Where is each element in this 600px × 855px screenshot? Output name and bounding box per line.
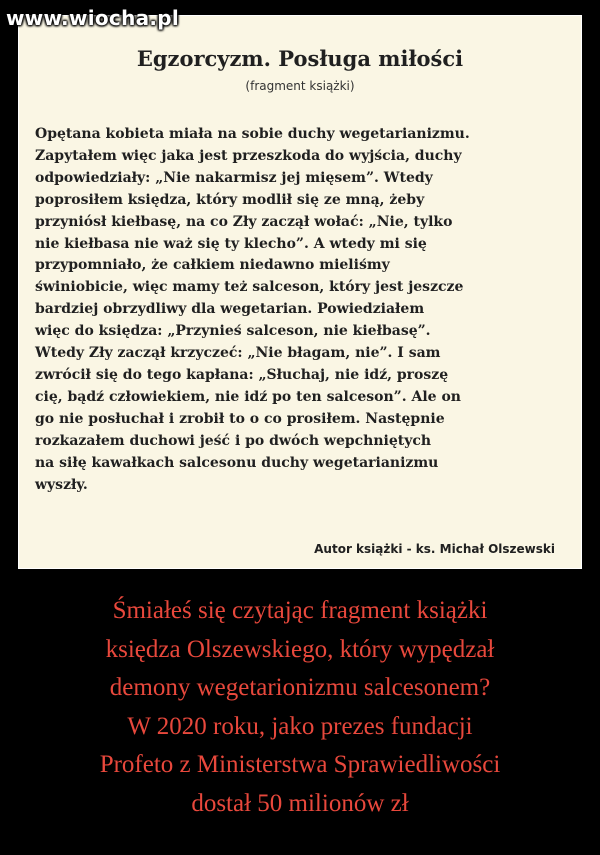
excerpt-line: nie kiełbasa nie waż się ty klecho”. A wtedy mi się bbox=[35, 235, 427, 252]
excerpt-line: Opętana kobieta miała na sobie duchy wegetarianizmu. bbox=[35, 126, 470, 142]
excerpt-line: cię, bądź człowiekiem, nie idź po ten salceson”. Ale on bbox=[35, 388, 461, 405]
book-subtitle: (fragment książki) bbox=[245, 79, 355, 93]
caption-line: Śmiałeś się czytając fragment książki bbox=[112, 597, 488, 624]
excerpt-line: wyszły. bbox=[35, 476, 88, 493]
excerpt-line: Zapytałem więc jaka jest przeszkoda do wyjścia, duchy bbox=[35, 147, 462, 164]
caption-line: demony wegetarionizmu salcesonem? bbox=[109, 674, 491, 701]
excerpt-line: na siłę kawałkach salcesonu duchy wegetarianizmu bbox=[35, 454, 439, 471]
excerpt-line: rozkazałem duchowi jeść i po dwóch wepchniętych bbox=[35, 432, 432, 449]
excerpt-line: go nie posłuchał i zrobił to o co prosiłem. Następnie bbox=[35, 410, 445, 427]
book-excerpt bbox=[35, 124, 577, 496]
book-page bbox=[18, 15, 582, 569]
excerpt-line: bardziej obrzydliwy dla wegetarian. Powiedziałem bbox=[35, 301, 425, 318]
excerpt-line: Wtedy Zły zaczął krzyczeć: „Nie błagam, nie”. I sam bbox=[35, 345, 441, 362]
site-watermark: www.wiocha.pl bbox=[6, 6, 180, 30]
caption-line: księdza Olszewskiego, który wypędzał bbox=[105, 635, 495, 663]
excerpt-line: świniobicie, więc mamy też salceson, który jest jeszcze bbox=[35, 279, 464, 296]
excerpt-line: zwrócił się do tego kapłana: „Słuchaj, nie idź, proszę bbox=[35, 366, 449, 383]
caption-line: Profeto z Ministerstwa Sprawiedliwości bbox=[99, 751, 501, 778]
excerpt-line: odpowiedziały: „Nie nakarmisz jej mięsem”. Wtedy bbox=[35, 169, 433, 186]
meme-caption bbox=[0, 592, 600, 823]
book-title: Egzorcyzm. Posługa miłości bbox=[136, 46, 464, 71]
caption-line: dostał 50 milionów zł bbox=[191, 789, 409, 817]
excerpt-line: przypomniało, że całkiem niedawno mieliśmy bbox=[35, 257, 390, 274]
excerpt-line: poprosiłem księdza, który modlił się ze mną, żeby bbox=[35, 191, 425, 208]
book-author: Autor książki - ks. Michał Olszewski bbox=[314, 542, 555, 556]
caption-line: W 2020 roku, jako prezes fundacji bbox=[127, 712, 473, 740]
excerpt-line: więc do księdza: „Przynieś salceson, nie kiełbasę”. bbox=[35, 323, 431, 340]
excerpt-line: przyniósł kiełbasę, na co Zły zaczął wołać: „Nie, tylko bbox=[35, 213, 453, 230]
